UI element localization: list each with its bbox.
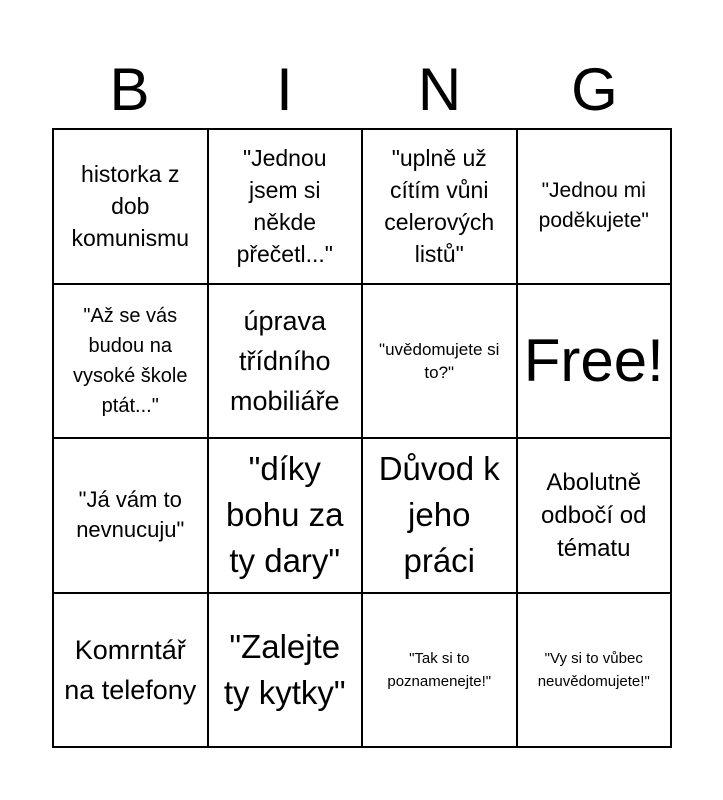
bingo-cell[interactable] — [54, 439, 209, 594]
cell-text: "Jednou mi poděkujete" — [538, 179, 649, 233]
cell-text: Důvod k jeho práci — [378, 450, 500, 580]
cell-text: "Až se vás budou na vysoké škole ptát..." — [73, 304, 188, 417]
bingo-cell[interactable] — [209, 594, 364, 749]
bingo-header — [52, 52, 672, 128]
bingo-grid — [52, 128, 672, 748]
bingo-cell[interactable] — [363, 285, 518, 440]
bingo-cell[interactable] — [518, 439, 673, 594]
cell-text: "Zalejte ty kytky" — [223, 627, 346, 711]
bingo-cell[interactable] — [54, 594, 209, 749]
bingo-cell[interactable] — [54, 285, 209, 440]
header-letter-n: N — [417, 56, 462, 123]
bingo-cell[interactable] — [363, 130, 518, 285]
header-letter-g: G — [571, 56, 618, 123]
cell-text: "Já vám to nevnucuju" — [76, 487, 185, 543]
cell-text: "Jednou jsem si někde přečetl..." — [236, 145, 333, 268]
cell-text: Komrntář na telefony — [64, 634, 197, 705]
cell-text: historka z dob komunismu — [71, 161, 190, 252]
bingo-cell free-cell[interactable] — [518, 285, 673, 440]
bingo-cell[interactable] — [363, 439, 518, 594]
cell-text: "uvědomujete si to?" — [379, 339, 500, 382]
bingo-cell[interactable] — [209, 130, 364, 285]
bingo-cell[interactable] — [209, 439, 364, 594]
header-letter-b: B — [109, 56, 150, 123]
cell-text: "Tak si to poznamenejte!" — [387, 649, 492, 690]
bingo-cell[interactable] — [518, 594, 673, 749]
bingo-cell[interactable] — [518, 130, 673, 285]
header-letter-i: I — [276, 56, 293, 123]
bingo-cell[interactable] — [363, 594, 518, 749]
cell-text: "Vy si to vůbec neuvědomujete!" — [537, 649, 650, 690]
cell-text: Abolutně odbočí od tématu — [541, 468, 647, 562]
cell-text: "uplně už cítím vůni celerových listů" — [384, 145, 495, 268]
cell-text: úprava třídního mobiliáře — [229, 305, 340, 416]
cell-text: "díky bohu za ty dary" — [226, 450, 344, 580]
bingo-cell[interactable] — [54, 130, 209, 285]
bingo-cell[interactable] — [209, 285, 364, 440]
cell-text: Free! — [523, 326, 664, 394]
